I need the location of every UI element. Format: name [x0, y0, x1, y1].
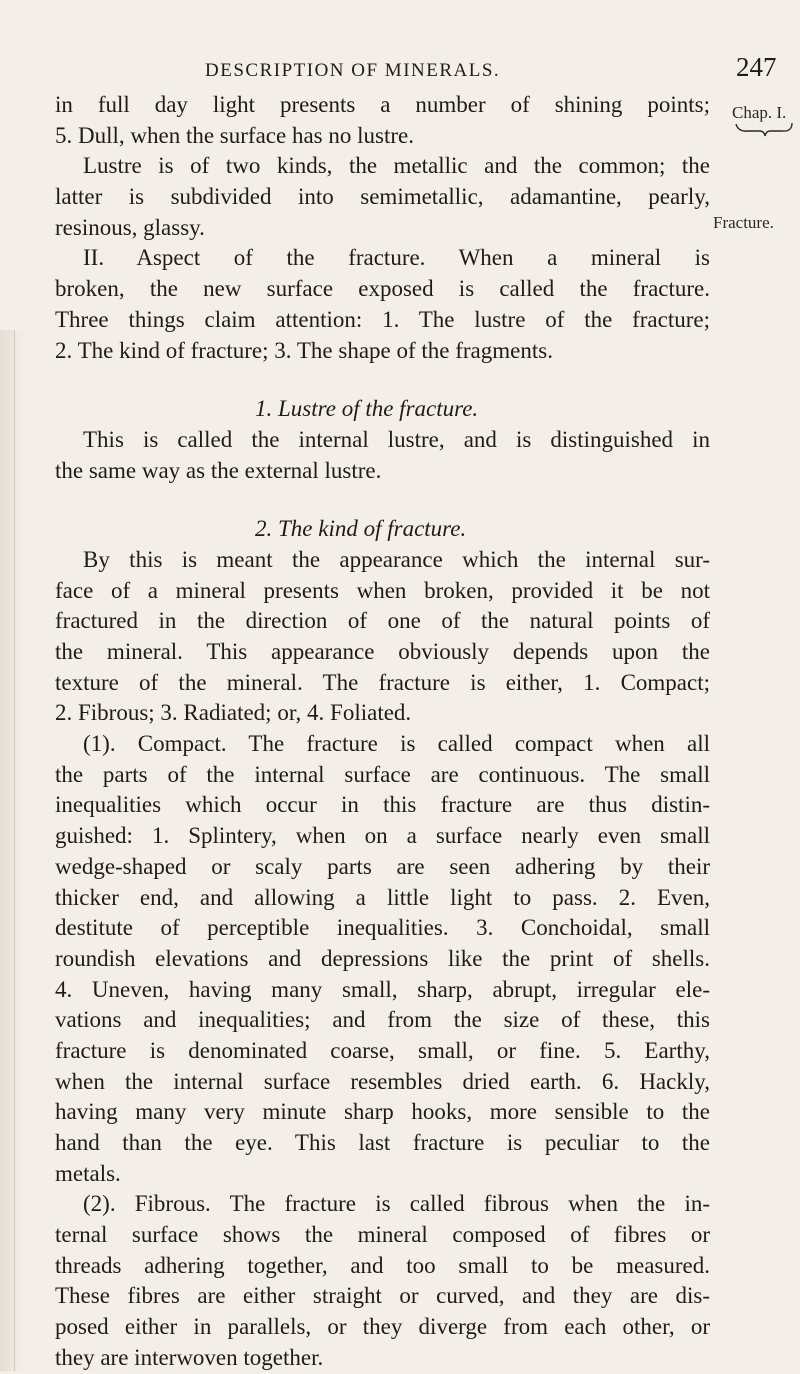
text-line: threads adhering together, and too small to be measured. [55, 1252, 710, 1278]
text-line: ternal surface shows the mineral composed of fibres or [55, 1222, 710, 1248]
text-line: 2. The kind of fracture; 3. The shape of the fragments. [55, 337, 553, 363]
text-line: 2. Fibrous; 3. Radiated; or, 4. Foliated. [55, 700, 412, 726]
text-line: destitute of perceptible inequalities. 3. Conchoidal, small [55, 915, 710, 941]
running-head: DESCRIPTION OF MINERALS. [205, 60, 501, 81]
text-line: latter is subdivided into semimetallic, adamantine, pearly, [55, 184, 710, 210]
margin-note-fracture: Fracture. [713, 213, 774, 232]
text-line: broken, the new surface exposed is called the fracture. [55, 276, 710, 302]
text-line: These fibres are either straight or curved, and they are dis- [55, 1283, 710, 1309]
text-line: wedge-shaped or scaly parts are seen adhering by their [55, 853, 710, 879]
binding-line [14, 330, 15, 1371]
text-line: guished: 1. Splintery, when on a surface nearly even small [55, 823, 710, 849]
text-line: Lustre is of two kinds, the metallic and the common; the [83, 153, 710, 179]
text-line: 4. Uneven, having many small, sharp, abrupt, irregular ele- [55, 976, 710, 1002]
text-line: 5. Dull, when the surface has no lustre. [55, 122, 414, 148]
text-line: fracture is denominated coarse, small, or fine. 5. Earthy, [55, 1037, 710, 1063]
text-line: Three things claim attention: 1. The lustre of the fracture; [55, 306, 710, 332]
text-line: fractured in the direction of one of the natural points of [55, 608, 710, 634]
text-line: metals. [55, 1160, 121, 1186]
text-line: they are interwoven together. [55, 1344, 324, 1370]
text-line: the same way as the external lustre. [55, 457, 382, 483]
text-line: face of a mineral presents when broken, provided it be not [55, 577, 710, 603]
margin-note-chapter: Chap. I. [732, 103, 787, 122]
text-line: resinous, glassy. [55, 214, 205, 240]
text-line: inequalities which occur in this fracture are thus distin- [55, 792, 710, 818]
paragraph-gap [55, 486, 710, 514]
text-line: (2). Fibrous. The fracture is called fibrous when the in- [83, 1191, 710, 1217]
text-line: vations and inequalities; and from the size of these, this [55, 1007, 710, 1033]
text-line: roundish elevations and depressions like the print of shells. [55, 945, 710, 971]
text-line: when the internal surface resembles dried earth. 6. Hackly, [55, 1068, 710, 1094]
body-text [55, 90, 710, 1374]
text-line: posed either in parallels, or they diverge from each other, or [55, 1314, 710, 1340]
page-header [0, 52, 800, 86]
section-heading: 1. Lustre of the fracture. [255, 396, 479, 422]
text-line: texture of the mineral. The fracture is either, 1. Compact; [55, 669, 710, 695]
text-line: (1). Compact. The fracture is called compact when all [83, 731, 710, 757]
section-heading: 2. The kind of fracture. [255, 516, 467, 542]
text-line: This is called the internal lustre, and is distinguished in [83, 426, 710, 452]
text-line: the parts of the internal surface are continuous. The small [55, 761, 710, 787]
paragraph-gap [55, 366, 710, 394]
page-binding-shadow [0, 330, 28, 1371]
page-number: 247 [736, 52, 777, 82]
text-line: having many very minute sharp hooks, more sensible to the [55, 1099, 710, 1125]
text-line: By this is meant the appearance which the internal sur- [83, 546, 710, 572]
text-line: thicker end, and allowing a little light to pass. 2. Even, [55, 884, 710, 910]
brace-icon [734, 122, 794, 138]
text-line: in full day light presents a number of shining points; [55, 92, 710, 117]
text-line: II. Aspect of the fracture. When a mineral is [83, 245, 710, 271]
text-line: the mineral. This appearance obviously depends upon the [55, 639, 710, 664]
text-line: hand than the eye. This last fracture is peculiar to the [55, 1130, 710, 1155]
